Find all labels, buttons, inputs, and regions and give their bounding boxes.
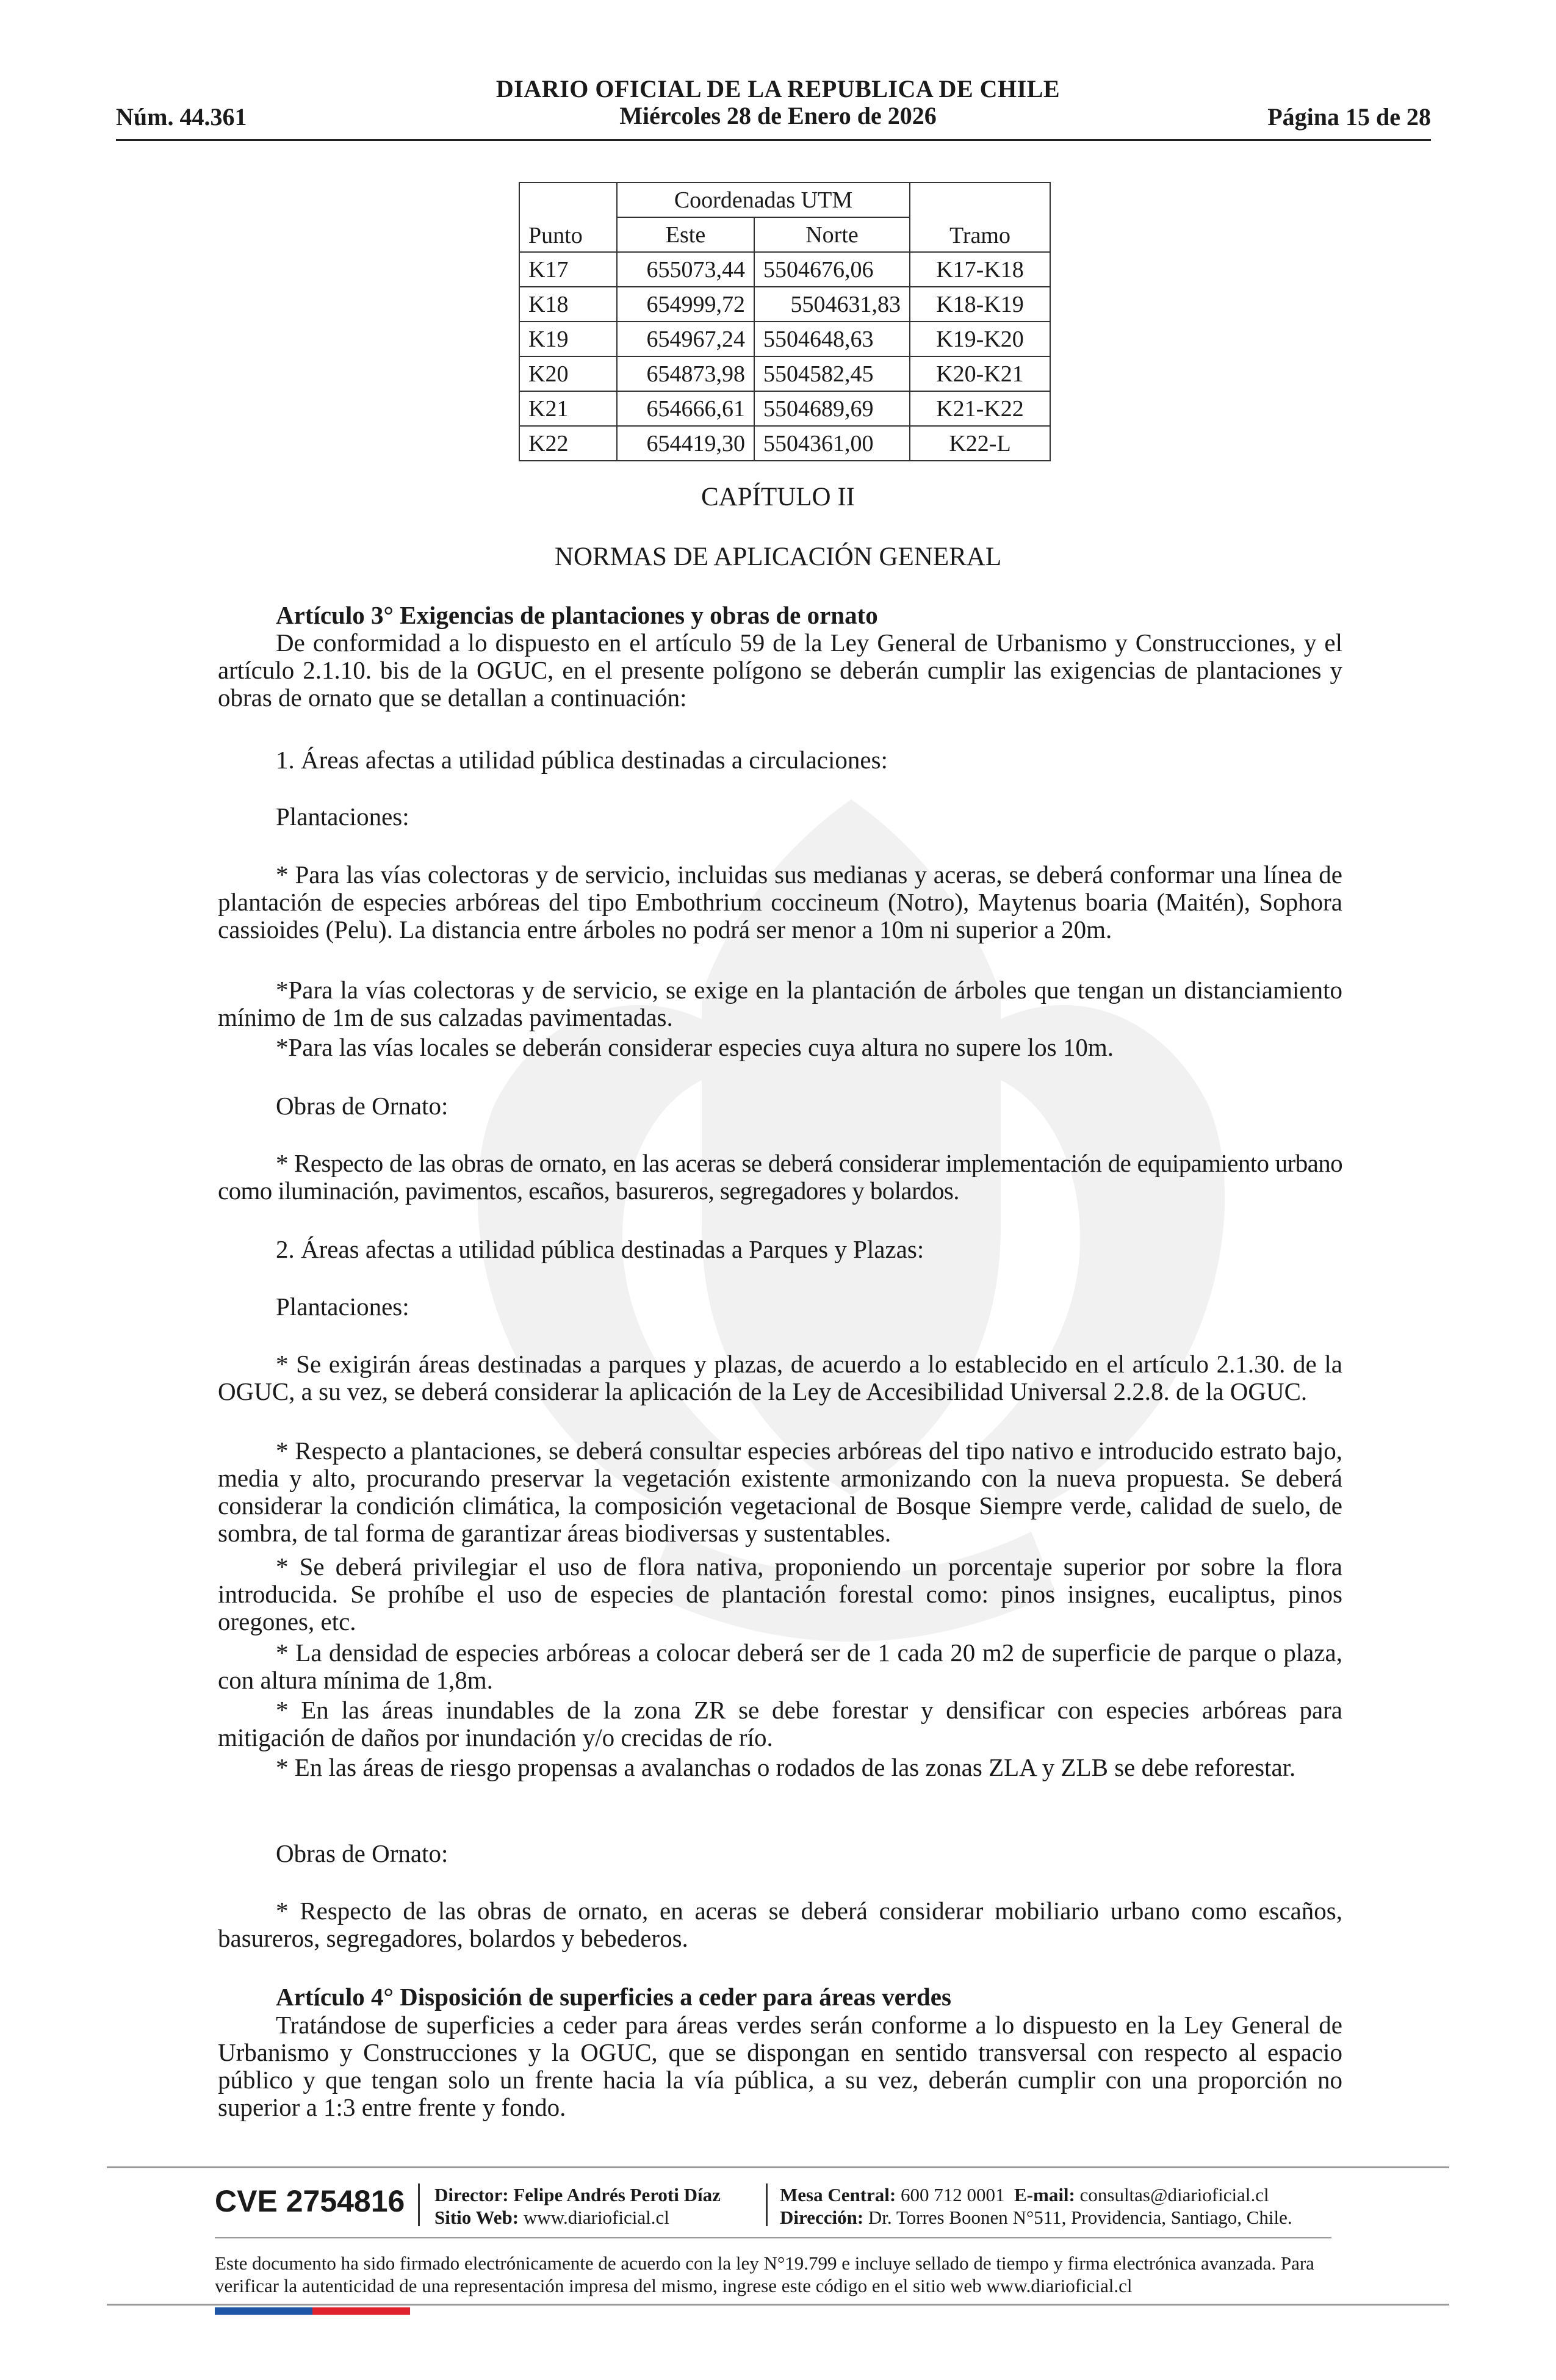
issue-date: Miércoles 28 de Enero de 2026 [619, 102, 937, 129]
address-text: Dr. Torres Boonen N°511, Providencia, Santiago, Chile. [868, 2207, 1292, 2228]
article-3-intro: De conformidad a lo dispuesto en el artículo 59 de la Ley General de Urbanismo y Construcciones, y el artículo 2.1.10. bis de la OGUC, en el presente polígono se deberán cumplir las exigencias de plantaciones y obras de ornato que se detallan a continuación: [218, 629, 1342, 712]
cell-punto: K18 [519, 287, 617, 322]
cell-este: 654666,61 [617, 391, 754, 426]
section-2-obras-label: Obras de Ornato: [276, 1839, 448, 1867]
cell-tramo: K17-K18 [910, 252, 1050, 287]
cell-tramo: K22-L [910, 426, 1050, 461]
table-header-tramo: Tramo [910, 217, 1050, 252]
footer-rule [107, 2166, 1449, 2168]
footer-legal-notice: Este documento ha sido firmado electrónicamente de acuerdo con la ley N°19.799 e incluye sellado de tiempo y firma electrónica avanzada. Para verificar la autenticidad de una representación impresa del mismo, ingrese este código en el sitio web www.diarioficial.cl [215, 2252, 1314, 2296]
cell-tramo: K21-K22 [910, 391, 1050, 426]
cell-este: 655073,44 [617, 252, 754, 287]
cell-norte: 5504582,45 [754, 356, 910, 391]
cell-punto: K21 [519, 391, 617, 426]
footer-divider [766, 2183, 768, 2226]
section-2-paragraph-4: * La densidad de especies arbóreas a colocar deberá ser de 1 cada 20 m2 de superficie de parque o plaza, con altura mínima de 1,8m. [218, 1639, 1342, 1694]
flag-red-stripe [312, 2307, 410, 2315]
issue-number: Núm. 44.361 [116, 103, 247, 131]
article-3-title: Artículo 3° Exigencias de plantaciones y obras de ornato [276, 601, 878, 629]
footer-director-block [434, 2183, 721, 2229]
section-1-plantaciones-label: Plantaciones: [276, 802, 409, 831]
article-4-body: Tratándose de superficies a ceder para áreas verdes serán conforme a lo dispuesto en la Ley General de Urbanismo y Construcciones y la OGUC, que se dispongan en sentido transversal con respecto al espacio público y que tengan solo un frente hacia la vía pública, a su vez, deberán cumplir con una proporción no superior a 1:3 entre frente y fondo. [218, 2011, 1342, 2121]
cell-tramo: K19-K20 [910, 322, 1050, 356]
header-rule [116, 139, 1431, 141]
cell-norte: 5504631,83 [754, 287, 910, 322]
mesa-label: Mesa Central: [780, 2184, 896, 2205]
utm-coordinates-table [519, 182, 1051, 461]
table-row [519, 426, 1050, 461]
article-4-title: Artículo 4° Disposición de superficies a ceder para áreas verdes [276, 1983, 951, 2011]
section-1-obras-paragraph: * Respecto de las obras de ornato, en las aceras se deberá considerar implementación de equipamiento urbano como iluminación, pavimentos, escaños, basureros, segregadores y bolardos. [218, 1149, 1342, 1205]
table-header-punto: Punto [519, 217, 617, 252]
cell-norte: 5504676,06 [754, 252, 910, 287]
cve-code: CVE 2754816 [215, 2184, 405, 2218]
cell-tramo: K20-K21 [910, 356, 1050, 391]
flag-blue-stripe [215, 2307, 312, 2315]
web-label: Sitio Web: [434, 2207, 519, 2228]
section-1-paragraph-3: *Para las vías locales se deberán considerar especies cuya altura no supere los 10m. [276, 1033, 1114, 1061]
table-header-cell [910, 182, 1050, 217]
table-header-cell [519, 182, 617, 217]
mesa-phone: 600 712 0001 [901, 2184, 1005, 2205]
section-2-paragraph-6: * En las áreas de riesgo propensas a avalanchas o rodados de las zonas ZLA y ZLB se debe reforestar. [276, 1753, 1296, 1781]
cell-este: 654967,24 [617, 322, 754, 356]
web-link[interactable]: www.diarioficial.cl [523, 2207, 669, 2228]
table-row [519, 322, 1050, 356]
footer-divider [418, 2183, 420, 2226]
cell-punto: K17 [519, 252, 617, 287]
section-2-paragraph-1: * Se exigirán áreas destinadas a parques y plazas, de acuerdo a lo establecido en el artículo 2.1.30. de la OGUC, a su vez, se deberá considerar la aplicación de la Ley de Accesibilidad Universal 2.2.8. de la OGUC. [218, 1350, 1342, 1405]
cell-norte: 5504689,69 [754, 391, 910, 426]
cell-norte: 5504361,00 [754, 426, 910, 461]
cell-este: 654873,98 [617, 356, 754, 391]
section-2-title: 2. Áreas afectas a utilidad pública destinadas a Parques y Plazas: [276, 1235, 924, 1263]
email-link[interactable]: consultas@diarioficial.cl [1079, 2184, 1269, 2205]
table-row [519, 356, 1050, 391]
table-header-este: Este [617, 217, 754, 252]
section-2-paragraph-3: * Se deberá privilegiar el uso de flora nativa, proponiendo un porcentaje superior por sobre la flora introducida. Se prohíbe el uso de especies de plantación forestal como: pinos insignes, eucaliptus, pinos oregones, etc. [218, 1552, 1342, 1635]
section-1-title: 1. Áreas afectas a utilidad pública destinadas a circulaciones: [276, 746, 888, 774]
footer-rule [215, 2237, 1331, 2238]
table-row [519, 252, 1050, 287]
address-label: Dirección: [780, 2207, 864, 2228]
section-2-obras-paragraph: * Respecto de las obras de ornato, en aceras se deberá considerar mobiliario urbano como escaños, basureros, segregadores, bolardos y bebederos. [218, 1897, 1342, 1952]
table-group-header: Coordenadas UTM [617, 182, 910, 217]
cell-punto: K19 [519, 322, 617, 356]
table-row [519, 391, 1050, 426]
cell-punto: K20 [519, 356, 617, 391]
director-name: Felipe Andrés Peroti Díaz [513, 2184, 721, 2205]
chapter-subtitle: NORMAS DE APLICACIÓN GENERAL [554, 543, 1002, 571]
page-number: Página 15 de 28 [1267, 103, 1431, 131]
chapter-title: CAPÍTULO II [701, 483, 855, 511]
cell-norte: 5504648,63 [754, 322, 910, 356]
table-header-norte: Norte [754, 217, 910, 252]
footer-contact-block [780, 2183, 1292, 2229]
gazette-title: DIARIO OFICIAL DE LA REPUBLICA DE CHILE [495, 75, 1061, 103]
director-label: Director: [434, 2184, 509, 2205]
cell-este: 654999,72 [617, 287, 754, 322]
section-2-paragraph-5: * En las áreas inundables de la zona ZR se debe forestar y densificar con especies arbóreas para mitigación de daños por inundación y/o crecidas de río. [218, 1696, 1342, 1751]
section-1-obras-label: Obras de Ornato: [276, 1092, 448, 1120]
section-2-paragraph-2: * Respecto a plantaciones, se deberá consultar especies arbóreas del tipo nativo e introducido estrato bajo, media y alto, procurando preservar la vegetación existente armonizando con la nueva propuesta. Se deberá considerar la condición climática, la composición vegetacional de Bosque Siempre verde, calidad de suelo, de sombra, de tal forma de garantizar áreas biodiversas y sustentables. [218, 1437, 1342, 1547]
cell-tramo: K18-K19 [910, 287, 1050, 322]
cell-este: 654419,30 [617, 426, 754, 461]
section-1-paragraph-1: * Para las vías colectoras y de servicio, incluidas sus medianas y aceras, se deberá conformar una línea de plantación de especies arbóreas del tipo Embothrium coccineum (Notro), Maytenus boaria (Maitén), Sophora cassioides (Pelu). La distancia entre árboles no podrá ser menor a 10m ni superior a 20m. [218, 860, 1342, 943]
table-row [519, 287, 1050, 322]
cell-punto: K22 [519, 426, 617, 461]
section-2-plantaciones-label: Plantaciones: [276, 1293, 409, 1321]
footer-rule [107, 2304, 1449, 2306]
email-label: E-mail: [1014, 2184, 1075, 2205]
section-1-paragraph-2: *Para la vías colectoras y de servicio, se exige en la plantación de árboles que tengan un distanciamiento mínimo de 1m de sus calzadas pavimentadas. [218, 976, 1342, 1031]
